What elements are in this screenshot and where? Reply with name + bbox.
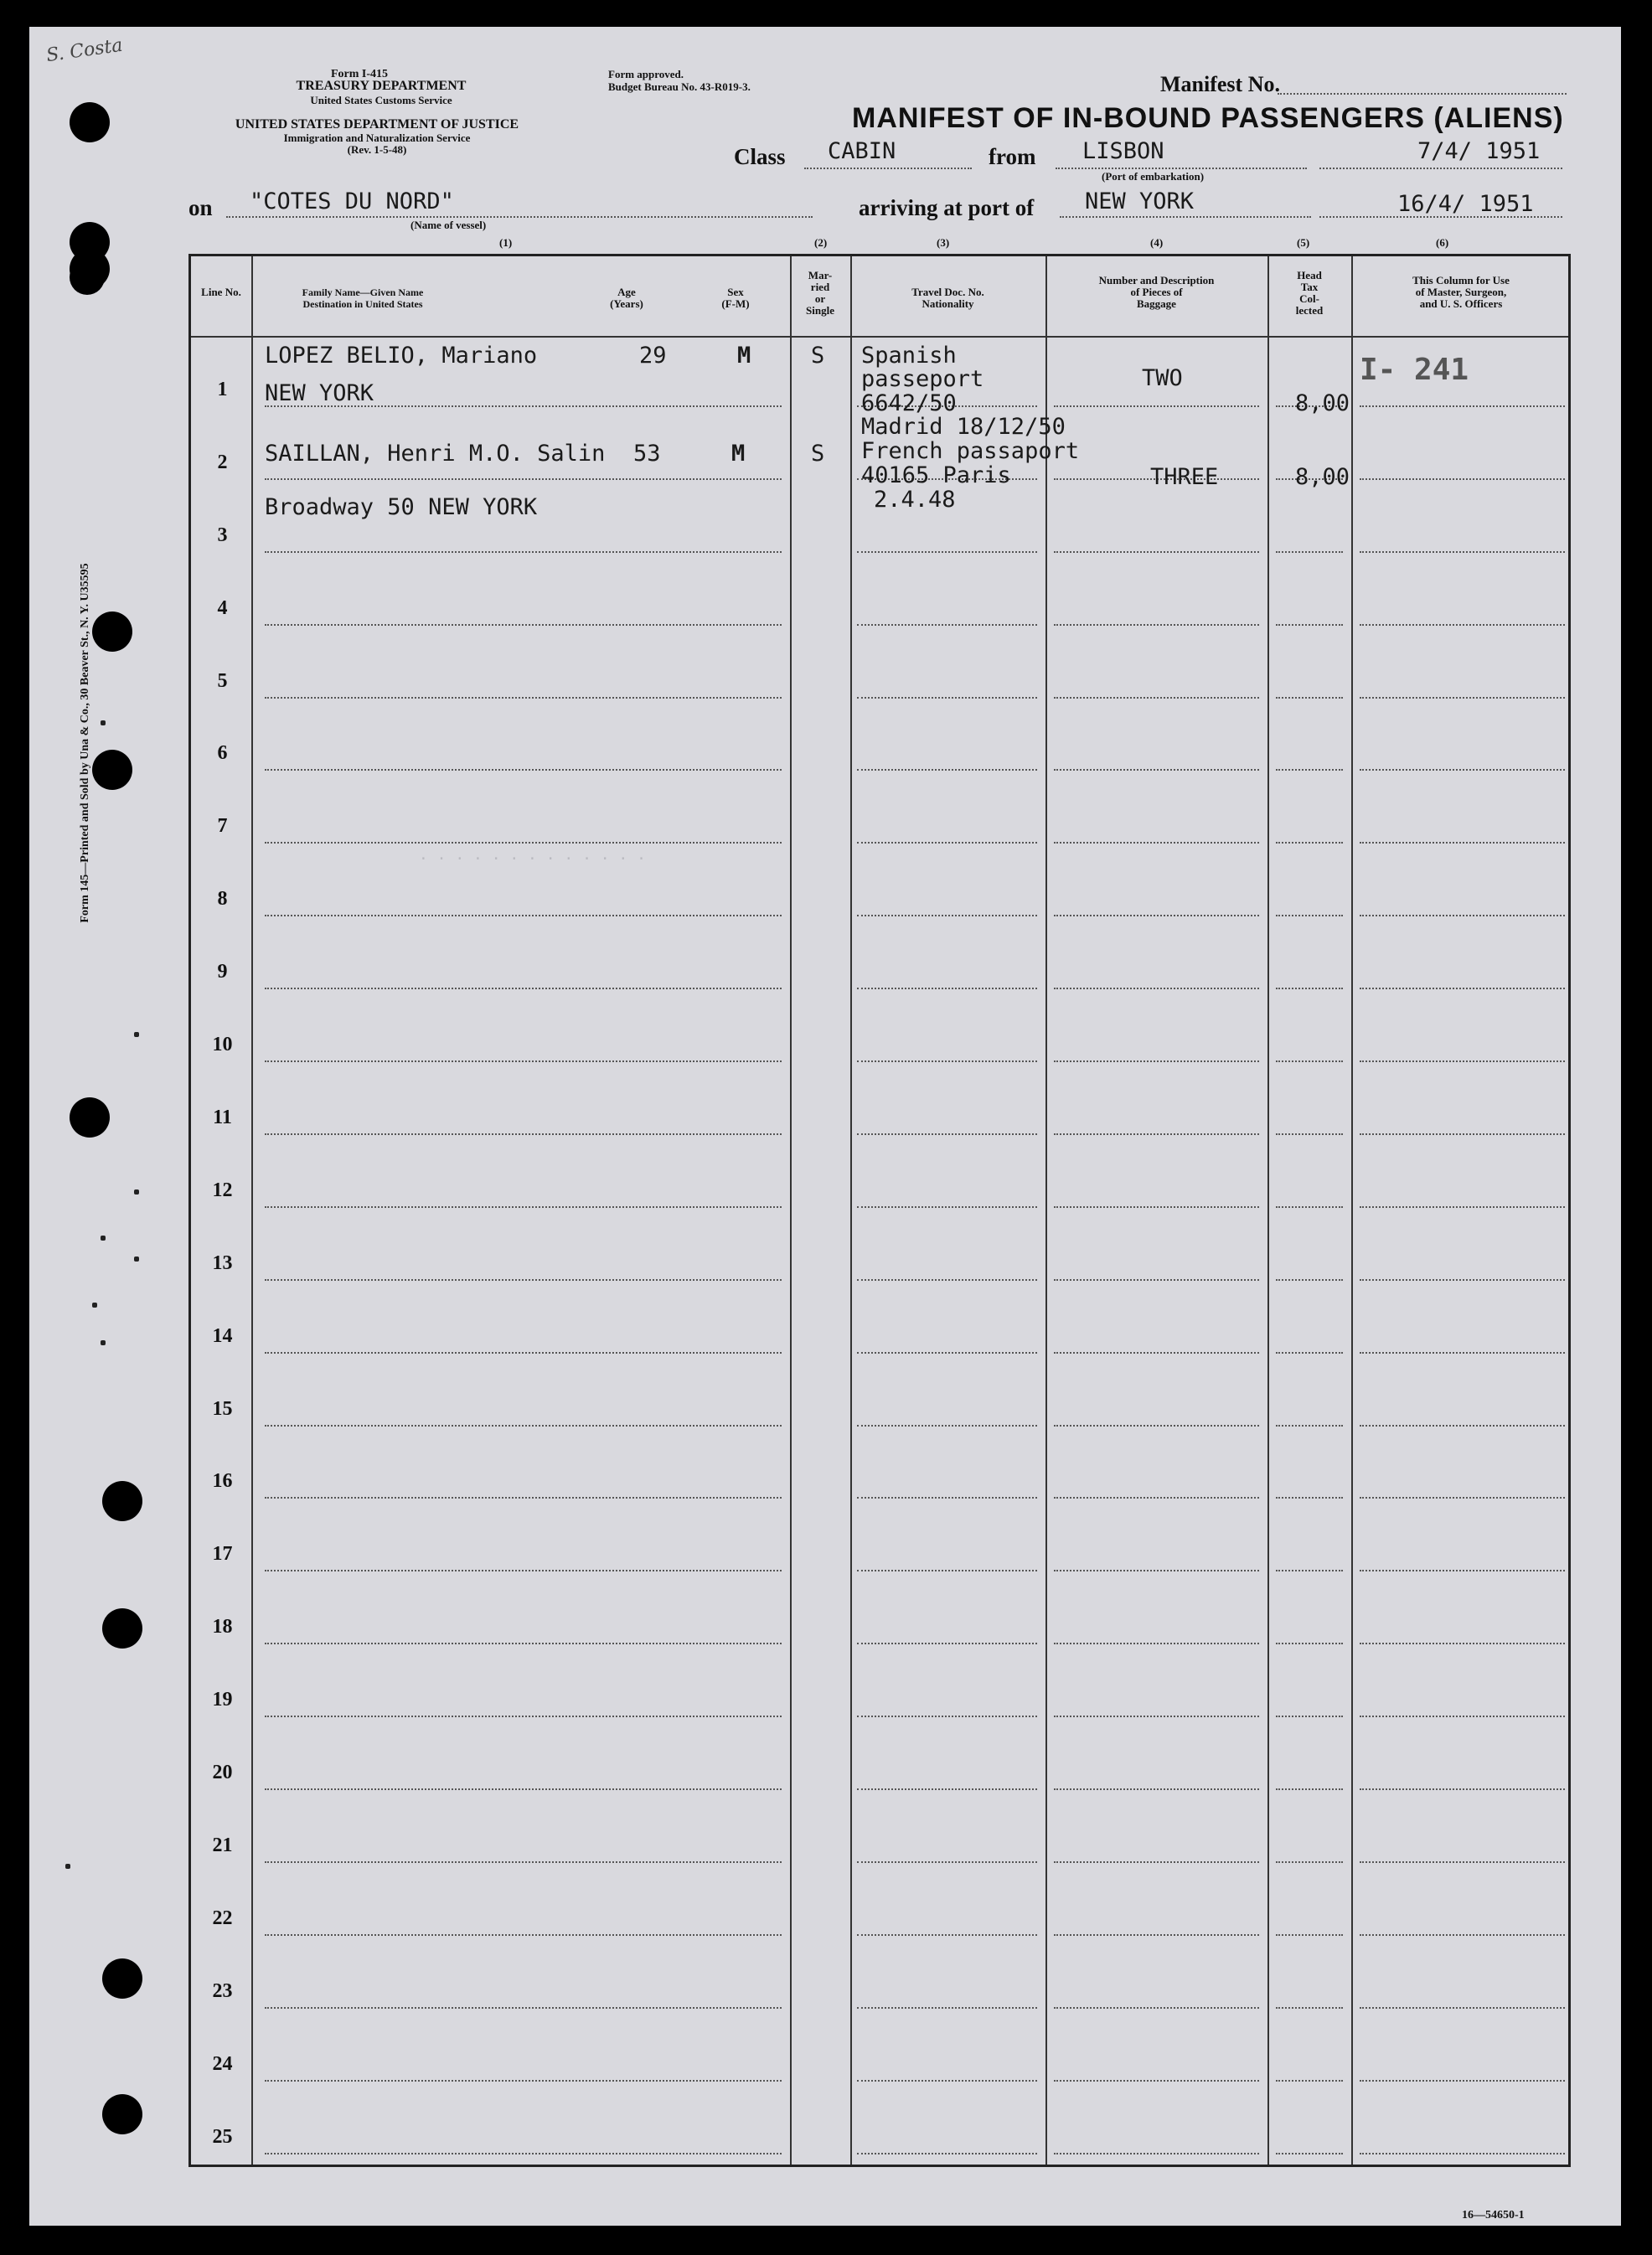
entry-dotted-line (1276, 1497, 1343, 1499)
passenger-table (188, 254, 1571, 2167)
entry-dotted-line (1360, 842, 1565, 844)
entry-dotted-line (857, 2007, 1037, 2009)
entry-dotted-line (1054, 2007, 1259, 2009)
entry-dotted-line (265, 2153, 782, 2154)
col-number: (1) (499, 236, 513, 249)
line-number: 16 (212, 1470, 233, 1493)
arrival-date-line (1319, 216, 1562, 218)
departure-date: 7/4/ 1951 (1417, 138, 1541, 164)
line-number: 1 (217, 378, 228, 400)
entry-dotted-line (265, 769, 782, 771)
entry-dotted-line (857, 697, 1037, 699)
vessel-caption: (Name of vessel) (410, 219, 487, 231)
passenger-1-baggage: TWO (1142, 365, 1183, 391)
passenger-1-officer-mark: I- 241 (1360, 353, 1469, 387)
entry-dotted-line (265, 915, 782, 916)
col-number: (3) (937, 236, 950, 249)
passenger-2-doc-1: French passaport (861, 438, 1080, 464)
entry-dotted-line (1360, 1643, 1565, 1644)
line-number: 2 (217, 451, 228, 473)
budget-bureau: Budget Bureau No. 43-R019-3. (608, 80, 751, 93)
entry-dotted-line (1360, 1425, 1565, 1427)
entry-dotted-line (1360, 697, 1565, 699)
entry-dotted-line (265, 2080, 782, 2082)
entry-dotted-line (1276, 1133, 1343, 1135)
entry-dotted-line (1276, 1279, 1343, 1281)
entry-dotted-line (1276, 697, 1343, 699)
entry-dotted-line (1360, 2007, 1565, 2009)
line-number: 13 (212, 1251, 233, 1274)
entry-dotted-line (1276, 624, 1343, 626)
entry-dotted-line (857, 842, 1037, 844)
entry-dotted-line (1360, 1934, 1565, 1936)
form-approved: Form approved. (608, 68, 684, 80)
entry-dotted-line (265, 842, 782, 844)
entry-dotted-line (1360, 551, 1565, 553)
line-number: 4 (217, 596, 228, 619)
passenger-1-destination: NEW YORK (265, 380, 374, 406)
col-number: (4) (1150, 236, 1164, 249)
manifest-title: MANIFEST OF IN-BOUND PASSENGERS (ALIENS) (852, 102, 1564, 134)
passenger-1-doc-3: 6642/50 (861, 390, 957, 416)
port-embarkation-caption: (Port of embarkation) (1102, 170, 1205, 183)
line-number: 9 (217, 961, 228, 983)
entry-dotted-line (1054, 1934, 1259, 1936)
line-number: 19 (212, 1689, 233, 1711)
entry-dotted-line (265, 478, 782, 480)
entry-dotted-line (857, 915, 1037, 916)
entry-dotted-line (1360, 915, 1565, 916)
speck (92, 1303, 97, 1308)
entry-dotted-line (857, 2080, 1037, 2082)
entry-dotted-line (1054, 1716, 1259, 1717)
entry-dotted-line (1276, 2007, 1343, 2009)
line-number: 25 (212, 2125, 233, 2148)
entry-dotted-line (1276, 1352, 1343, 1354)
punch-hole (92, 611, 132, 652)
entry-dotted-line (265, 1861, 782, 1863)
entry-dotted-line (1054, 1570, 1259, 1571)
entry-dotted-line (857, 551, 1037, 553)
punch-hole (102, 1608, 142, 1649)
entry-dotted-line (1276, 1425, 1343, 1427)
class-label: Class (734, 144, 786, 169)
entry-dotted-line (1360, 1570, 1565, 1571)
passenger-2-sex: M (731, 441, 746, 467)
entry-dotted-line (1360, 1206, 1565, 1208)
entry-dotted-line (265, 1497, 782, 1499)
footer-code: 16—54650-1 (1462, 2209, 1525, 2221)
header-baggage: Number and Description of Pieces of Baggage (1098, 274, 1215, 310)
margin-note: S. Costa (44, 34, 124, 67)
entry-dotted-line (1360, 1861, 1565, 1863)
entry-dotted-line (857, 769, 1037, 771)
entry-dotted-line (1054, 1425, 1259, 1427)
line-number: 11 (213, 1106, 232, 1128)
entry-dotted-line (857, 1643, 1037, 1644)
from-line (1056, 168, 1307, 169)
entry-dotted-line (1054, 1352, 1259, 1354)
form-number: Form I-415 (331, 68, 389, 80)
arriving-label: arriving at port of (859, 195, 1035, 220)
punch-hole (92, 750, 132, 790)
manifest-no-label: Manifest No. (1160, 72, 1280, 96)
speck (101, 1340, 106, 1345)
entry-dotted-line (1276, 1861, 1343, 1863)
entry-dotted-line (1276, 842, 1343, 844)
entry-dotted-line (1276, 2153, 1343, 2154)
punch-hole (102, 2094, 142, 2134)
entry-dotted-line (1360, 405, 1565, 407)
speck (134, 1032, 139, 1037)
col-number: (2) (814, 236, 828, 249)
passenger-1-doc-2: passeport (861, 366, 984, 392)
vessel-name: "COTES DU NORD" (250, 188, 454, 214)
punch-hole (70, 1097, 110, 1138)
entry-dotted-line (1360, 769, 1565, 771)
entry-dotted-line (1360, 1133, 1565, 1135)
entry-dotted-line (265, 624, 782, 626)
entry-dotted-line (857, 1861, 1037, 1863)
passenger-1-age: 29 (639, 343, 667, 369)
passenger-1-sex: M (737, 343, 751, 369)
arrival-date: 16/4/ 1951 (1397, 191, 1534, 217)
passenger-1-doc-4: Madrid 18/12/50 (861, 414, 1066, 440)
port-line (1060, 216, 1311, 218)
entry-dotted-line (1360, 478, 1565, 480)
header-married: Mar- ried or Single (806, 269, 834, 317)
from-value: LISBON (1082, 138, 1164, 164)
entry-dotted-line (1054, 551, 1259, 553)
entry-dotted-line (1360, 1497, 1565, 1499)
line-number: 18 (212, 1616, 233, 1638)
entry-dotted-line (857, 1788, 1037, 1790)
entry-dotted-line (857, 1934, 1037, 1936)
col-number: (5) (1297, 236, 1310, 249)
passenger-2-name: SAILLAN, Henri M.O. Salin (265, 441, 606, 467)
punch-hole (70, 260, 105, 295)
passenger-1-doc-1: Spanish (861, 343, 957, 369)
entry-dotted-line (1360, 2153, 1565, 2154)
entry-dotted-line (1276, 1060, 1343, 1062)
entry-dotted-line (265, 988, 782, 989)
header-age: Age (Years) (610, 286, 643, 310)
line-number: 23 (212, 1979, 233, 2002)
entry-dotted-line (265, 1060, 782, 1062)
speck (134, 1257, 139, 1262)
entry-dotted-line (1276, 1206, 1343, 1208)
passenger-2-destination: Broadway 50 NEW YORK (265, 494, 538, 520)
entry-dotted-line (1054, 697, 1259, 699)
line-number: 20 (212, 1762, 233, 1783)
speck (101, 720, 106, 725)
header-name: Family Name—Given Name Destination in United States (302, 286, 424, 310)
entry-dotted-line (265, 1206, 782, 1208)
justice-dept: UNITED STATES DEPARTMENT OF JUSTICE (235, 117, 519, 132)
immigration-service: Immigration and Naturalization Service (283, 132, 471, 144)
header-sex: Sex (F-M) (721, 286, 750, 310)
line-number: 3 (217, 524, 228, 546)
entry-dotted-line (857, 1279, 1037, 1281)
entry-dotted-line (265, 1279, 782, 1281)
entry-dotted-line (1054, 769, 1259, 771)
punch-hole (102, 1958, 142, 1999)
entry-dotted-line (1360, 1352, 1565, 1354)
entry-dotted-line (265, 1570, 782, 1571)
entry-dotted-line (1276, 769, 1343, 771)
on-label: on (188, 195, 213, 220)
entry-dotted-line (857, 1133, 1037, 1135)
entry-dotted-line (1054, 1643, 1259, 1644)
passenger-1-head-tax: 8,00 (1295, 390, 1350, 416)
speck (65, 1864, 70, 1869)
entry-dotted-line (857, 1425, 1037, 1427)
arrival-port: NEW YORK (1085, 188, 1195, 214)
entry-dotted-line (1276, 1934, 1343, 1936)
bleed-through: . . . . . . . . . . . . . (419, 846, 646, 864)
header-officers: This Column for Use of Master, Surgeon, and U. S. Officers (1412, 274, 1510, 310)
entry-dotted-line (265, 1934, 782, 1936)
entry-dotted-line (265, 1425, 782, 1427)
entry-dotted-line (857, 1206, 1037, 1208)
line-number: 22 (212, 1907, 233, 1929)
line-number: 15 (212, 1397, 233, 1420)
entry-dotted-line (857, 1497, 1037, 1499)
entry-dotted-line (1276, 1716, 1343, 1717)
line-number: 7 (217, 815, 228, 838)
entry-dotted-line (1054, 2080, 1259, 2082)
entry-dotted-line (1360, 2080, 1565, 2082)
entry-dotted-line (857, 1060, 1037, 1062)
speck (101, 1236, 106, 1241)
line-number: 17 (212, 1543, 233, 1566)
entry-dotted-line (1276, 915, 1343, 916)
entry-dotted-line (1360, 624, 1565, 626)
entry-dotted-line (1054, 915, 1259, 916)
entry-dotted-line (1276, 551, 1343, 553)
entry-dotted-line (1360, 1060, 1565, 1062)
entry-dotted-line (1054, 624, 1259, 626)
entry-dotted-line (1276, 1570, 1343, 1571)
entry-dotted-line (265, 1133, 782, 1135)
entry-dotted-line (1054, 1861, 1259, 1863)
entry-dotted-line (265, 1643, 782, 1644)
line-number: 24 (212, 2052, 233, 2075)
manifest-no-line (1278, 93, 1567, 95)
entry-dotted-line (857, 2153, 1037, 2154)
treasury-dept: TREASURY DEPARTMENT (296, 79, 467, 93)
header-travel-doc: Travel Doc. No. Nationality (911, 286, 984, 310)
entry-dotted-line (857, 1716, 1037, 1717)
class-line (804, 168, 972, 169)
entry-dotted-line (265, 1716, 782, 1717)
col-number: (6) (1436, 236, 1449, 249)
entry-dotted-line (857, 1570, 1037, 1571)
punch-hole (70, 102, 110, 142)
date-line (1319, 168, 1562, 169)
entry-dotted-line (1054, 405, 1259, 407)
entry-dotted-line (1276, 2080, 1343, 2082)
entry-dotted-line (265, 551, 782, 553)
entry-dotted-line (1054, 1279, 1259, 1281)
entry-dotted-line (1054, 1060, 1259, 1062)
passenger-2-marital: S (811, 441, 825, 467)
passenger-2-doc-2: 40165 Paris (861, 462, 1011, 488)
header-line-no: Line No. (201, 286, 241, 298)
passenger-2-head-tax: 8,00 (1295, 464, 1350, 490)
entry-dotted-line (857, 1352, 1037, 1354)
revision: (Rev. 1-5-48) (347, 143, 407, 156)
line-number: 21 (212, 1834, 233, 1856)
line-number: 12 (212, 1179, 233, 1201)
passenger-2-doc-3: 2.4.48 (874, 487, 956, 513)
entry-dotted-line (265, 2007, 782, 2009)
class-value: CABIN (828, 138, 896, 164)
passenger-1-marital: S (811, 343, 825, 369)
entry-dotted-line (1054, 2153, 1259, 2154)
entry-dotted-line (1360, 1716, 1565, 1717)
entry-dotted-line (1054, 1497, 1259, 1499)
line-number: 10 (212, 1034, 233, 1055)
entry-dotted-line (1360, 1788, 1565, 1790)
line-number: 14 (212, 1324, 233, 1347)
from-label: from (989, 144, 1036, 169)
entry-dotted-line (1360, 988, 1565, 989)
entry-dotted-line (857, 624, 1037, 626)
entry-dotted-line (265, 697, 782, 699)
header-head-tax: Head Tax Col- lected (1295, 269, 1324, 317)
line-number: 5 (217, 669, 228, 692)
entry-dotted-line (1054, 842, 1259, 844)
line-number: 6 (217, 742, 228, 765)
passenger-2-age: 53 (633, 441, 661, 467)
vessel-line (226, 216, 813, 218)
entry-dotted-line (1276, 1788, 1343, 1790)
entry-dotted-line (1054, 988, 1259, 989)
entry-dotted-line (265, 1788, 782, 1790)
entry-dotted-line (1054, 1133, 1259, 1135)
entry-dotted-line (857, 988, 1037, 989)
entry-dotted-line (1360, 1279, 1565, 1281)
entry-dotted-line (265, 1352, 782, 1354)
customs-service: United States Customs Service (310, 94, 452, 106)
punch-hole (102, 1481, 142, 1521)
passenger-1-name: LOPEZ BELIO, Mariano (265, 343, 538, 369)
line-number: 8 (217, 888, 228, 911)
passenger-2-baggage: THREE (1150, 464, 1219, 490)
side-print: Form 145—Printed and Sold by Una & Co., 30 Beaver St., N. Y. U35595 (79, 563, 91, 923)
entry-dotted-line (1276, 988, 1343, 989)
entry-dotted-line (1054, 1788, 1259, 1790)
entry-dotted-line (1054, 1206, 1259, 1208)
speck (134, 1189, 139, 1195)
entry-dotted-line (1276, 1643, 1343, 1644)
